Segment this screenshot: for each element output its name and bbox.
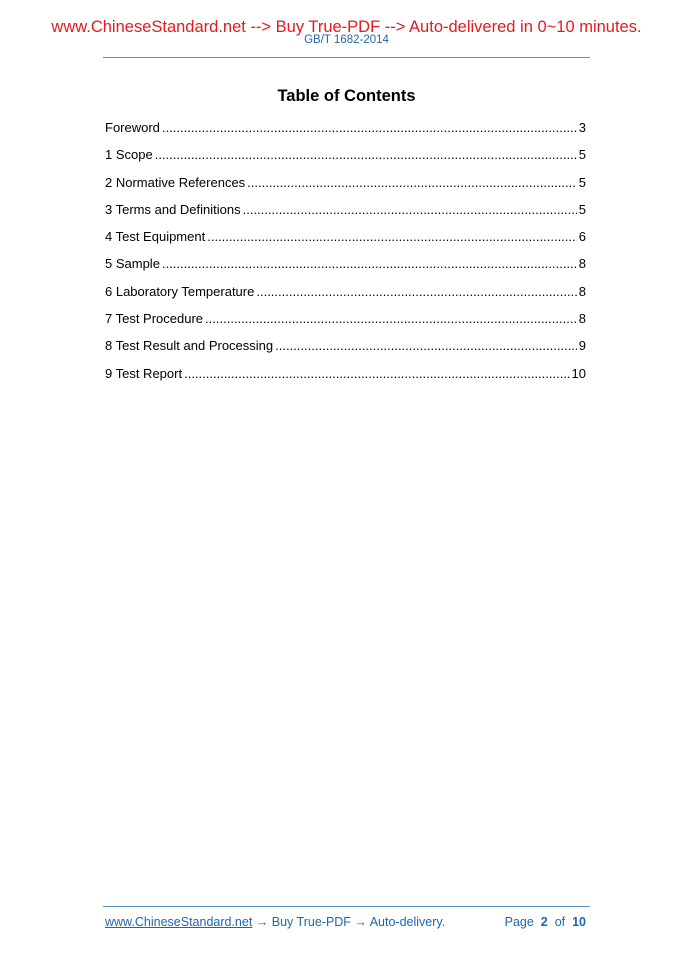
toc-item-label: 5 Sample (105, 256, 160, 272)
toc-item-test-equipment[interactable] (105, 229, 586, 256)
toc-item-label: 6 Laboratory Temperature (105, 283, 255, 299)
toc-title: Table of Contents (277, 87, 416, 105)
toc-item-scope[interactable] (105, 147, 586, 174)
toc-item-test-result-and-processing[interactable] (105, 338, 586, 365)
toc-item-label: 3 Terms and Definitions (105, 201, 241, 217)
toc-item-sample[interactable] (105, 256, 586, 283)
toc-item-page: 5 (578, 174, 586, 190)
toc-dot-leader (207, 229, 577, 244)
page-current: 2 (540, 915, 548, 929)
toc-item-page: 5 (578, 201, 586, 217)
toc-dot-leader (247, 175, 577, 190)
table-of-contents (105, 120, 586, 393)
toc-dot-leader (275, 338, 577, 353)
standard-code: GB/T 1682-2014 (304, 34, 389, 46)
toc-item-label: 8 Test Result and Processing (105, 338, 274, 354)
toc-item-page: 6 (578, 229, 586, 245)
toc-item-label: 7 Test Procedure (105, 311, 204, 327)
footer (105, 915, 586, 929)
footer-tagline: → Buy True-PDF → Auto-delivery. (252, 915, 446, 929)
toc-dot-leader (256, 284, 576, 299)
toc-dot-leader (155, 147, 577, 162)
toc-dot-leader (162, 120, 577, 135)
toc-item-test-report[interactable] (105, 366, 586, 393)
toc-item-foreword[interactable] (105, 120, 586, 147)
page-word: Page (504, 915, 534, 929)
toc-item-page: 10 (571, 365, 586, 381)
toc-dot-leader (243, 202, 577, 217)
banner-text: www.ChineseStandard.net --> Buy True-PDF --> Auto-delivered in 0~10 minutes. (51, 18, 642, 36)
toc-item-label: 4 Test Equipment (105, 229, 206, 245)
toc-dot-leader (205, 311, 577, 326)
toc-item-laboratory-temperature[interactable] (105, 284, 586, 311)
toc-dot-leader (184, 366, 569, 381)
footer-link[interactable]: www.ChineseStandard.net (105, 915, 253, 929)
toc-item-page: 5 (578, 147, 586, 163)
toc-item-page: 3 (578, 120, 586, 135)
toc-item-page: 8 (578, 283, 586, 299)
toc-item-page: 9 (578, 338, 586, 354)
toc-item-label: Foreword (105, 120, 160, 135)
toc-item-page: 8 (578, 256, 586, 272)
toc-dot-leader (162, 256, 577, 271)
toc-item-label: 9 Test Report (105, 365, 183, 381)
header-divider (103, 57, 590, 58)
toc-item-label: 1 Scope (105, 147, 153, 163)
toc-item-label: 2 Normative References (105, 174, 246, 190)
toc-item-page: 8 (578, 311, 586, 327)
toc-item-terms-and-definitions[interactable] (105, 202, 586, 229)
toc-item-normative-references[interactable] (105, 175, 586, 202)
toc-item-test-procedure[interactable] (105, 311, 586, 338)
page-total: 10 (572, 915, 586, 929)
page-indicator (505, 915, 586, 929)
footer-divider (103, 906, 590, 907)
footer-promo (105, 915, 445, 929)
of-word: of (554, 915, 566, 929)
